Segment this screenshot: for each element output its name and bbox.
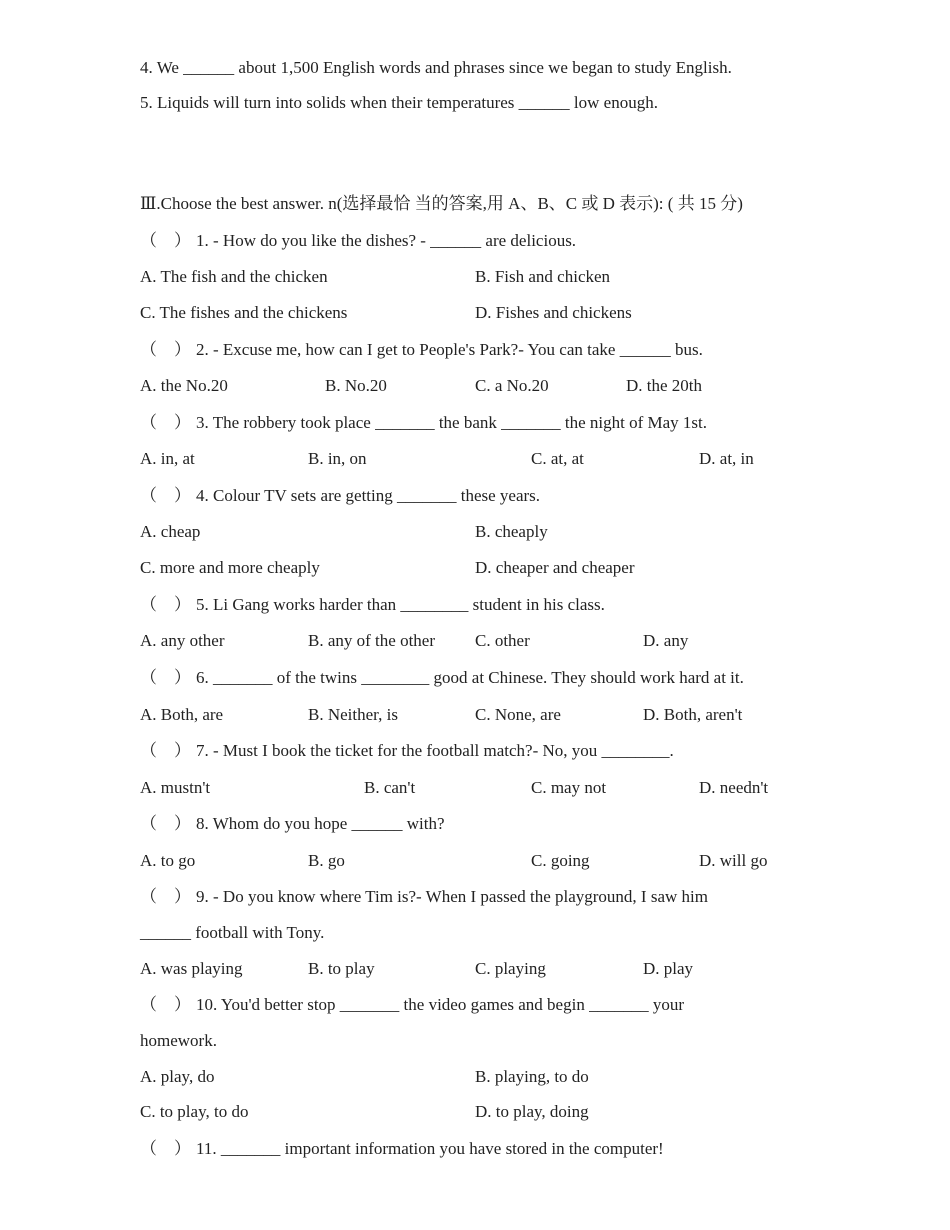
question-8 (140, 814, 445, 834)
option-a: A. The fish and the chicken (140, 267, 328, 286)
question-stem: 8. Whom do you hope ______ with? (196, 814, 445, 833)
question-stem: 11. _______ important information you have stored in the computer! (196, 1139, 664, 1158)
option-b: B. to play (308, 959, 375, 978)
question-3 (140, 413, 707, 433)
option-d: D. the 20th (626, 376, 703, 395)
answer-bracket: （ ） (140, 340, 191, 359)
answer-bracket: （ ） (140, 231, 191, 250)
option-d: D. play (643, 959, 694, 978)
question-9-continued: ______ football with Tony. (140, 923, 325, 942)
question-stem: 1. - How do you like the dishes? - ______ are delicious. (196, 231, 577, 250)
option-b: B. playing, to do (475, 1067, 589, 1086)
question-6 (140, 668, 744, 688)
option-c: C. at, at (531, 449, 584, 468)
option-c: C. a No.20 (475, 376, 549, 395)
option-d: D. at, in (699, 449, 754, 468)
answer-bracket: （ ） (140, 887, 191, 906)
question-7 (140, 741, 674, 761)
option-b: B. No.20 (325, 376, 387, 395)
option-a: A. the No.20 (140, 376, 228, 395)
option-b: B. cheaply (475, 522, 548, 541)
question-10 (140, 995, 684, 1015)
option-c: C. The fishes and the chickens (140, 303, 348, 322)
answer-bracket: （ ） (140, 486, 191, 505)
question-stem: 6. _______ of the twins ________ good at Chinese. They should work hard at it. (196, 668, 744, 687)
option-a: A. in, at (140, 449, 195, 468)
question-11 (140, 1139, 664, 1159)
option-a: A. play, do (140, 1067, 215, 1086)
option-a: A. cheap (140, 522, 201, 541)
answer-bracket: （ ） (140, 1139, 191, 1158)
option-d: D. to play, doing (475, 1102, 589, 1121)
question-5 (140, 595, 605, 615)
answer-bracket: （ ） (140, 995, 191, 1014)
answer-bracket: （ ） (140, 413, 191, 432)
question-stem: 5. Li Gang works harder than ________ student in his class. (196, 595, 605, 614)
option-a: A. was playing (140, 959, 243, 978)
question-9 (140, 887, 708, 907)
option-c: C. other (475, 631, 530, 650)
question-stem: 4. Colour TV sets are getting _______ these years. (196, 486, 541, 505)
question-stem: 2. - Excuse me, how can I get to People's Park?- You can take ______ bus. (196, 340, 703, 359)
question-10-continued: homework. (140, 1031, 217, 1050)
answer-bracket: （ ） (140, 741, 191, 760)
question-stem: 3. The robbery took place _______ the bank _______ the night of May 1st. (196, 413, 708, 432)
question-4 (140, 486, 540, 506)
option-b: B. Neither, is (308, 705, 398, 724)
answer-bracket: （ ） (140, 814, 191, 833)
question-stem: 10. You'd better stop _______ the video games and begin _______ your (196, 995, 684, 1014)
option-b: B. Fish and chicken (475, 267, 611, 286)
section-heading: Ⅲ.Choose the best answer. n(选择最恰 当的答案,用 A、B、C 或 D 表示): ( 共 15 分) (140, 194, 743, 213)
option-a: A. any other (140, 631, 225, 650)
option-d: D. cheaper and cheaper (475, 558, 635, 577)
option-b: B. in, on (308, 449, 367, 468)
option-d: D. will go (699, 851, 768, 870)
option-c: C. playing (475, 959, 546, 978)
fill-in-sentence-5: 5. Liquids will turn into solids when their temperatures ______ low enough. (140, 93, 658, 112)
answer-bracket: （ ） (140, 668, 191, 687)
question-1 (140, 231, 576, 251)
answer-bracket: （ ） (140, 595, 191, 614)
option-a: A. mustn't (140, 778, 211, 797)
option-b: B. go (308, 851, 345, 870)
option-c: C. more and more cheaply (140, 558, 320, 577)
question-stem: 9. - Do you know where Tim is?- When I passed the playground, I saw him (196, 887, 708, 906)
option-c: C. may not (531, 778, 607, 797)
fill-in-sentence-4: 4. We ______ about 1,500 English words and phrases since we began to study English. (140, 58, 732, 77)
option-d: D. any (643, 631, 689, 650)
option-c: C. to play, to do (140, 1102, 249, 1121)
option-a: A. to go (140, 851, 196, 870)
option-d: D. Fishes and chickens (475, 303, 632, 322)
option-c: C. going (531, 851, 590, 870)
question-2 (140, 340, 703, 360)
option-b: B. can't (364, 778, 416, 797)
option-d: D. Both, aren't (643, 705, 743, 724)
option-c: C. None, are (475, 705, 561, 724)
option-a: A. Both, are (140, 705, 224, 724)
option-d: D. needn't (699, 778, 769, 797)
option-b: B. any of the other (308, 631, 435, 650)
question-stem: 7. - Must I book the ticket for the football match?- No, you ________. (196, 741, 674, 760)
